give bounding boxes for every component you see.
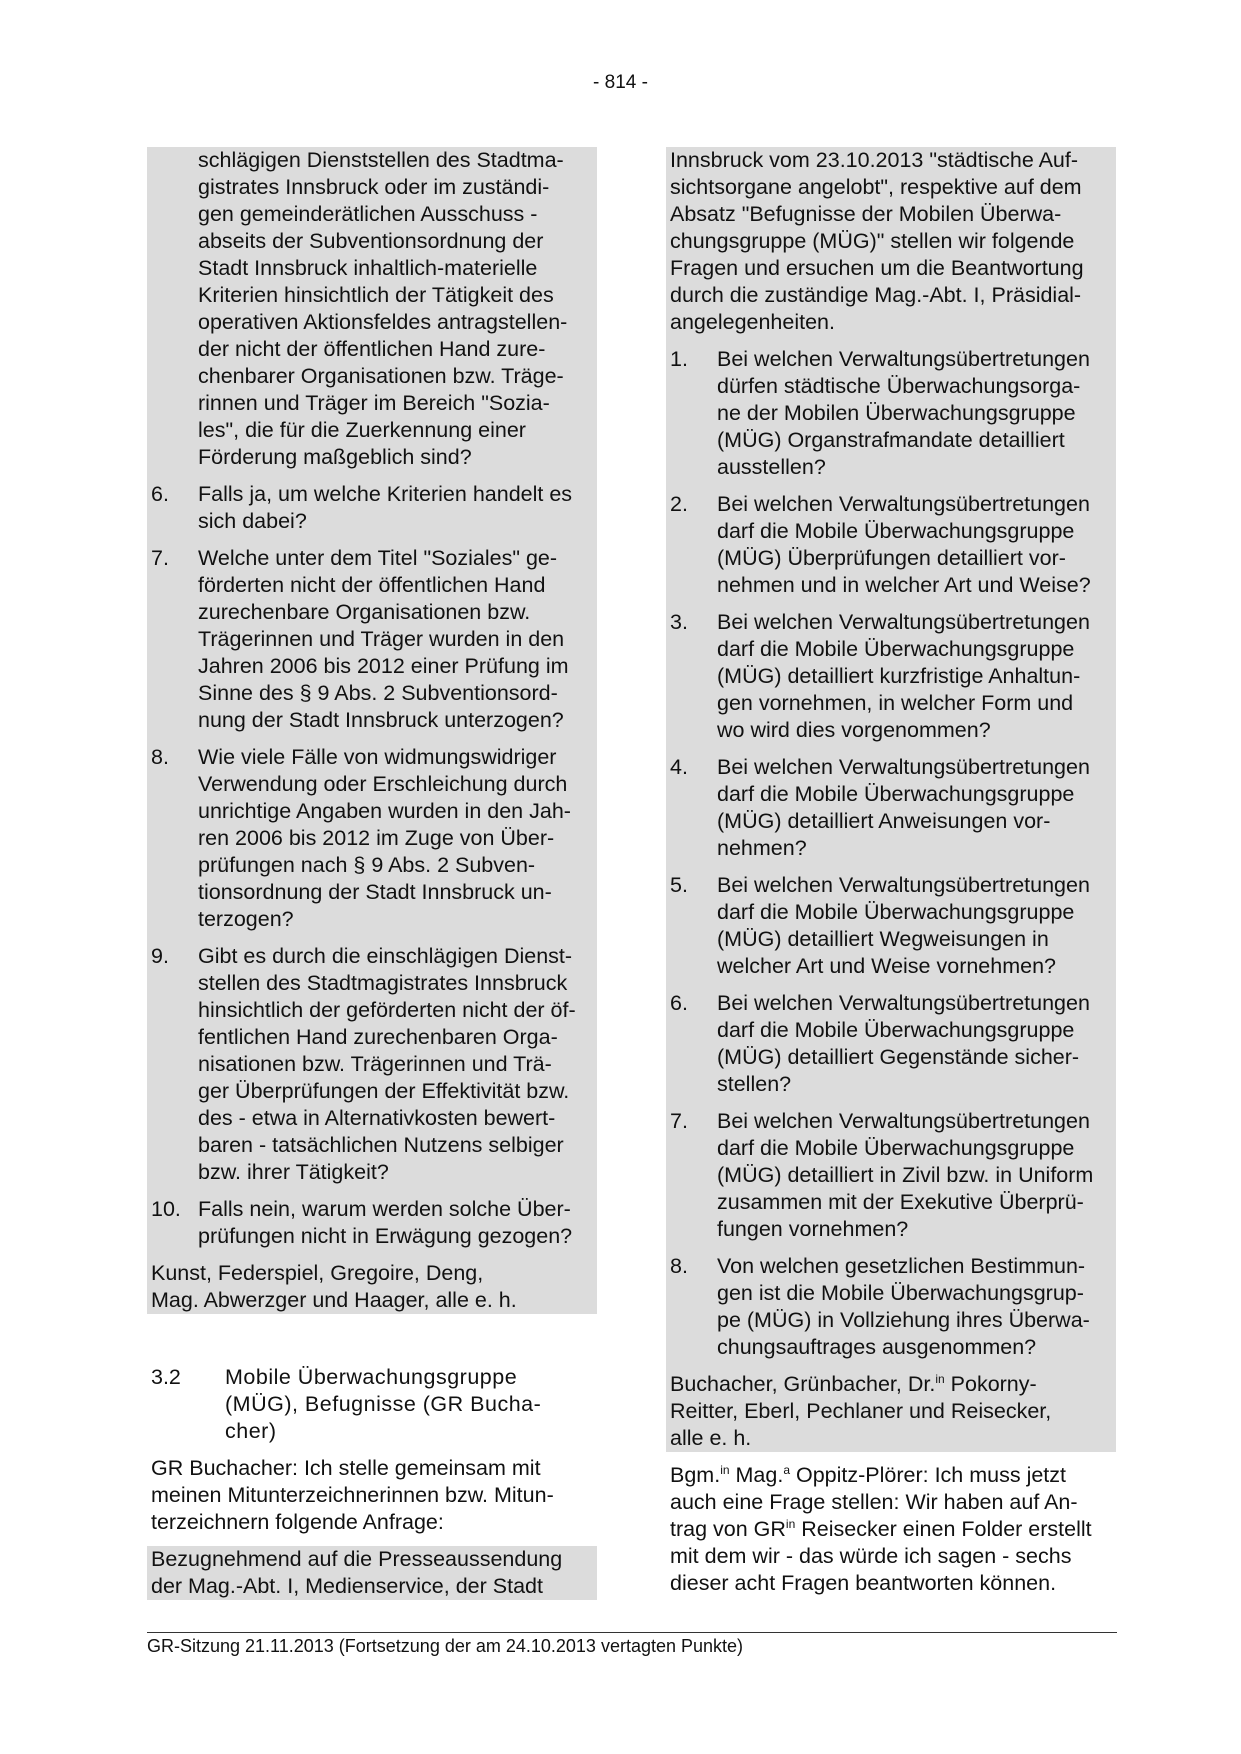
list-item — [670, 1108, 1112, 1243]
text-line: unrichtige Angaben wurden in den Jah- — [198, 799, 571, 823]
text-line: Kunst, Federspiel, Gregoire, Deng, — [151, 1261, 484, 1285]
text-line: Sinne des § 9 Abs. 2 Subventionsord- — [198, 681, 558, 705]
text-line: Welche unter dem Titel "Soziales" ge- — [198, 546, 558, 570]
text-line: dürfen städtische Überwachungsorga- — [717, 374, 1081, 398]
text-line: (MÜG) detailliert Gegenstände sicher- — [717, 1045, 1080, 1069]
text-line: hinsichtlich der geförderten nicht der öf- — [198, 998, 576, 1022]
text-line: Innsbruck vom 23.10.2013 "städtische Auf- — [670, 148, 1079, 172]
list-item — [670, 1253, 1112, 1361]
text-line: gistrates Innsbruck oder im zuständi- — [198, 175, 550, 199]
section-title-line: Mobile Überwachungsgruppe — [225, 1365, 518, 1389]
right-continuation-text — [670, 147, 1112, 336]
text-line: Fragen und ersuchen um die Beantwortung — [670, 256, 1084, 280]
text-line: prüfungen nach § 9 Abs. 2 Subven- — [198, 853, 536, 877]
list-item — [151, 943, 593, 1186]
text-line: Reitter, Eberl, Pechlaner und Reisecker, — [670, 1399, 1052, 1423]
text-line: gen vornehmen, in welcher Form und — [717, 691, 1074, 715]
left-signatories — [151, 1260, 593, 1314]
text-line: förderten nicht der öffentlichen Hand — [198, 573, 546, 597]
list-item — [670, 609, 1112, 744]
item-number: 3. — [670, 610, 688, 634]
text-line: fentlichen Hand zurechenbaren Orga- — [198, 1025, 558, 1049]
text-line: mit dem wir - das würde ich sagen - sechs — [670, 1544, 1072, 1568]
text-line: darf die Mobile Überwachungsgruppe — [717, 519, 1075, 543]
text-line: Bei welchen Verwaltungsübertretungen — [717, 492, 1090, 516]
text-line: der Mag.-Abt. I, Medienservice, der Stadt — [151, 1574, 543, 1598]
text-line: prüfungen nicht in Erwägung gezogen? — [198, 1224, 573, 1248]
text-line: darf die Mobile Überwachungsgruppe — [717, 1018, 1075, 1042]
text-line: chungsgruppe (MÜG)" stellen wir folgende — [670, 229, 1075, 253]
text-line: terzeichnern folgende Anfrage: — [151, 1510, 444, 1534]
text-line: ren 2006 bis 2012 im Zuge von Über- — [198, 826, 555, 850]
text-line: sichtsorgane angelobt", respektive auf dem — [670, 175, 1082, 199]
item-number: 5. — [670, 873, 688, 897]
list-item — [151, 1196, 593, 1250]
text-line: alle e. h. — [670, 1426, 752, 1450]
item-number: 9. — [151, 944, 169, 968]
text-line: sich dabei? — [198, 509, 307, 533]
text-line: fungen vornehmen? — [717, 1217, 909, 1241]
text-line: (MÜG) detailliert kurzfristige Anhaltun- — [717, 664, 1081, 688]
item-number: 1. — [670, 347, 688, 371]
list-item — [670, 346, 1112, 481]
text-line: wo wird dies vorgenommen? — [717, 718, 991, 742]
text-line: terzogen? — [198, 907, 294, 931]
text-line: Falls ja, um welche Kriterien handelt es — [198, 482, 573, 506]
list-item — [670, 754, 1112, 862]
text-line: nehmen und in welcher Art und Weise? — [717, 573, 1091, 597]
text-line: Verwendung oder Erschleichung durch — [198, 772, 568, 796]
text-line: (MÜG) Überprüfungen detailliert vor- — [717, 546, 1066, 570]
text-line: chenbarer Organisationen bzw. Träge- — [198, 364, 564, 388]
page-number: - 814 - — [593, 72, 648, 93]
text-line: rinnen und Träger im Bereich "Sozia- — [198, 391, 550, 415]
footer-divider — [147, 1632, 1117, 1633]
list-item — [670, 990, 1112, 1098]
right-signatories — [670, 1371, 1112, 1452]
item-number: 4. — [670, 755, 688, 779]
text-line: auch eine Frage stellen: Wir haben auf An- — [670, 1490, 1078, 1514]
item-number: 6. — [151, 482, 169, 506]
text-line: operativen Aktionsfeldes antragstellen- — [198, 310, 568, 334]
right-inquiry-block — [666, 147, 1116, 1452]
text-line: Buchacher, Grünbacher, Dr.$^{in}$ Pokorny- — [670, 1371, 1037, 1396]
left-inquiry-block — [147, 147, 597, 1314]
list-item — [151, 545, 593, 734]
text-line: (MÜG) detailliert Anweisungen vor- — [717, 809, 1051, 833]
footer-text: GR-Sitzung 21.11.2013 (Fortsetzung der am 24.10.2013 vertagten Punkte) — [147, 1636, 744, 1656]
item-number: 7. — [670, 1109, 688, 1133]
right-column — [666, 147, 1116, 1597]
text-line: nung der Stadt Innsbruck unterzogen? — [198, 708, 564, 732]
text-line: trag von $GR^{in}$ Reisecker einen Folder erstellt — [670, 1516, 1092, 1541]
text-line: (MÜG) Organstrafmandate detailliert — [717, 428, 1065, 452]
text-line: Trägerinnen und Träger wurden in den — [198, 627, 565, 651]
text-line: Mag. Abwerzger und Haager, alle e. h. — [151, 1288, 517, 1312]
section-number: 3.2 — [151, 1365, 181, 1389]
text-line: Bezugnehmend auf die Presseaussendung — [151, 1547, 563, 1571]
item-number: 10. — [151, 1197, 181, 1221]
text-line: welcher Art und Weise vornehmen? — [717, 954, 1057, 978]
text-line: Stadt Innsbruck inhaltlich-materielle — [198, 256, 538, 280]
text-line: bzw. ihrer Tätigkeit? — [198, 1160, 389, 1184]
text-line: Bei welchen Verwaltungsübertretungen — [717, 1109, 1090, 1133]
text-line: pe (MÜG) in Vollziehung ihres Überwa- — [717, 1308, 1090, 1332]
mayor-answer-paragraph — [666, 1462, 1116, 1597]
text-line: ne der Mobilen Überwachungsgruppe — [717, 401, 1076, 425]
text-line: des - etwa in Alternativkosten bewert- — [198, 1106, 556, 1130]
text-line: Bei welchen Verwaltungsübertretungen — [717, 610, 1090, 634]
text-line: darf die Mobile Überwachungsgruppe — [717, 782, 1075, 806]
text-line: Bei welchen Verwaltungsübertretungen — [717, 873, 1090, 897]
text-line: Wie viele Fälle von widmungswidriger — [198, 745, 557, 769]
text-line: ausstellen? — [717, 455, 826, 479]
item-number: 8. — [151, 745, 169, 769]
text-line: zusammen mit der Exekutive Überprü- — [717, 1190, 1084, 1214]
text-line: stellen? — [717, 1072, 792, 1096]
text-line: GR Buchacher: Ich stelle gemeinsam mit — [151, 1456, 541, 1480]
text-line: der nicht der öffentlichen Hand zure- — [198, 337, 546, 361]
text-line: Bgm.$^{in}$ Mag.$^a$ Oppitz-Plörer: Ich muss jetzt — [670, 1462, 1066, 1487]
text-line: (MÜG) detailliert Wegweisungen in — [717, 927, 1049, 951]
text-line: nehmen? — [717, 836, 807, 860]
inquiry-start-block — [147, 1546, 597, 1600]
text-line: les", die für die Zuerkennung einer — [198, 418, 526, 442]
text-line: gen ist die Mobile Überwachungsgrup- — [717, 1281, 1084, 1305]
text-line: Absatz "Befugnisse der Mobilen Überwa- — [670, 202, 1062, 226]
text-line: Bei welchen Verwaltungsübertretungen — [717, 347, 1090, 371]
text-line: zurechenbare Organisationen bzw. — [198, 600, 531, 624]
section-title-line: cher) — [225, 1419, 277, 1443]
text-line: Gibt es durch die einschlägigen Dienst- — [198, 944, 573, 968]
text-line: Bei welchen Verwaltungsübertretungen — [717, 991, 1090, 1015]
text-line: Kriterien hinsichtlich der Tätigkeit des — [198, 283, 554, 307]
text-line: meinen Mitunterzeichnerinnen bzw. Mitun- — [151, 1483, 554, 1507]
text-line: Von welchen gesetzlichen Bestimmun- — [717, 1254, 1086, 1278]
text-line: Falls nein, warum werden solche Über- — [198, 1197, 571, 1221]
list-item — [151, 744, 593, 933]
item-number: 2. — [670, 492, 688, 516]
text-line: (MÜG) detailliert in Zivil bzw. in Uniform — [717, 1163, 1094, 1187]
text-line: gen gemeinderätlichen Ausschuss - — [198, 202, 538, 226]
text-line: nisationen bzw. Trägerinnen und Trä- — [198, 1052, 552, 1076]
item-number: 7. — [151, 546, 169, 570]
list-item — [670, 491, 1112, 599]
list-item — [670, 872, 1112, 980]
text-line: dieser acht Fragen beantworten können. — [670, 1571, 1057, 1595]
section-title-line: (MÜG), Befugnisse (GR Bucha- — [225, 1392, 542, 1416]
text-line: ger Überprüfungen der Effektivität bzw. — [198, 1079, 570, 1103]
list-item — [151, 481, 593, 535]
text-line: baren - tatsächlichen Nutzens selbiger — [198, 1133, 564, 1157]
section-heading — [147, 1364, 597, 1445]
text-line: Förderung maßgeblich sind? — [198, 445, 472, 469]
text-line: Bei welchen Verwaltungsübertretungen — [717, 755, 1090, 779]
left-continuation-text — [151, 147, 593, 471]
text-line: abseits der Subventionsordnung der — [198, 229, 544, 253]
text-line: tionsordnung der Stadt Innsbruck un- — [198, 880, 552, 904]
text-line: schlägigen Dienststellen des Stadtma- — [198, 148, 564, 172]
text-line: darf die Mobile Überwachungsgruppe — [717, 900, 1075, 924]
speech-paragraph — [147, 1455, 597, 1536]
text-line: darf die Mobile Überwachungsgruppe — [717, 637, 1075, 661]
left-column — [147, 147, 597, 1600]
text-line: angelegenheiten. — [670, 310, 835, 334]
text-line: darf die Mobile Überwachungsgruppe — [717, 1136, 1075, 1160]
text-line: chungsauftrages ausgenommen? — [717, 1335, 1037, 1359]
item-number: 6. — [670, 991, 688, 1015]
text-line: durch die zuständige Mag.-Abt. I, Präsidial- — [670, 283, 1082, 307]
text-line: stellen des Stadtmagistrates Innsbruck — [198, 971, 568, 995]
item-number: 8. — [670, 1254, 688, 1278]
text-line: Jahren 2006 bis 2012 einer Prüfung im — [198, 654, 569, 678]
